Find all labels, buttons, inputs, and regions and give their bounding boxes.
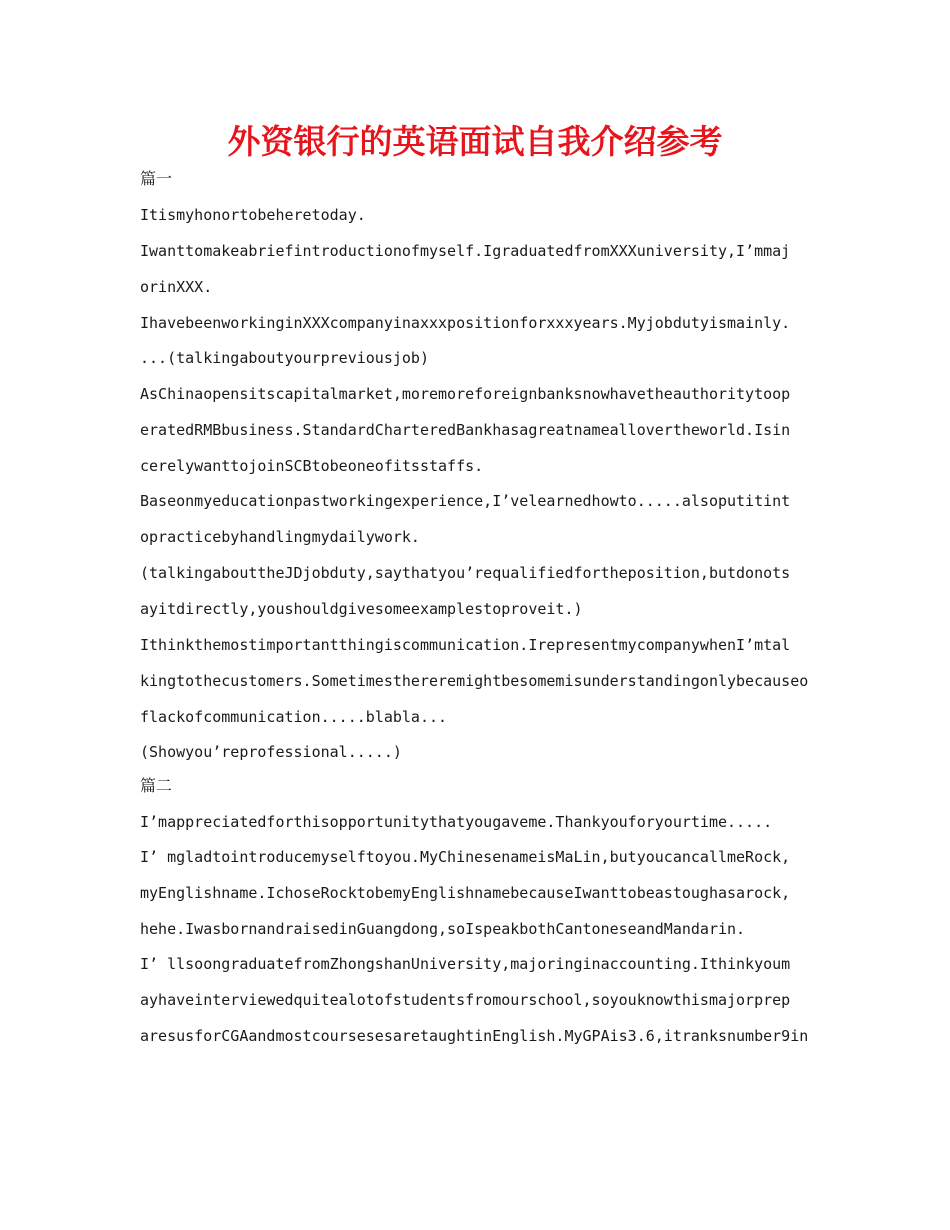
paragraph-line: aresusforCGAandmostcoursesesaretaughtinEnglish.MyGPAis3.6,itranksnumber9in <box>140 1027 809 1045</box>
paragraph-line: hehe.IwasbornandraisedinGuangdong,soIspeakbothCantoneseandMandarin. <box>140 920 746 938</box>
paragraph-line: I’ mgladtointroducemyselftoyou.MyChinesenameisMaLin,butyoucancallmeRock, <box>140 848 791 866</box>
paragraph-line: Itismyhonortobeheretoday. <box>140 206 366 224</box>
paragraph-line: eratedRMBbusiness.StandardCharteredBankhasagreatnameallovertheworld.Isin <box>140 421 791 439</box>
section-heading-2: 篇二 <box>140 776 173 795</box>
paragraph-line: ...(talkingaboutyourpreviousjob) <box>140 349 429 367</box>
paragraph-line: cerelywanttojoinSCBtobeoneofitsstaffs. <box>140 457 484 475</box>
paragraph-line: Iwanttomakeabriefintroductionofmyself.IgraduatedfromXXXuniversity,I’mmaj <box>140 242 791 260</box>
paragraph-line: ayitdirectly,youshouldgivesomeexamplestoproveit.) <box>140 600 583 618</box>
paragraph-line: opracticebyhandlingmydailywork. <box>140 528 420 546</box>
section-heading-1: 篇一 <box>140 169 173 188</box>
paragraph-line: I’mappreciatedforthisopportunitythatyougaveme.Thankyouforyourtime..... <box>140 813 773 831</box>
paragraph-line: kingtothecustomers.Sometimesthereremightbesomemisunderstandingonlybecauseo <box>140 672 809 690</box>
paragraph-line: IhavebeenworkinginXXXcompanyinaxxxpositionforxxxyears.Myjobdutyismainly. <box>140 314 791 332</box>
paragraph-line: Ithinkthemostimportantthingiscommunication.IrepresentmycompanywhenI’mtal <box>140 636 791 654</box>
paragraph-line: orinXXX. <box>140 278 213 296</box>
paragraph-line: (Showyou’reprofessional.....) <box>140 743 402 761</box>
paragraph-line: I’ llsoongraduatefromZhongshanUniversity,majoringinaccounting.Ithinkyoum <box>140 955 791 973</box>
document-title: 外资银行的英语面试自我介绍参考 <box>227 122 723 161</box>
paragraph-line: myEnglishname.IchoseRocktobemyEnglishnamebecauseIwanttobeastoughasarock, <box>140 884 791 902</box>
paragraph-line: Baseonmyeducationpastworkingexperience,I’velearnedhowto.....alsoputitint <box>140 492 791 510</box>
paragraph-line: (talkingabouttheJDjobduty,saythatyou’requalifiedfortheposition,butdonots <box>140 564 791 582</box>
paragraph-line: ayhaveinterviewedquitealotofstudentsfromourschool,soyouknowthismajorprep <box>140 991 791 1009</box>
paragraph-line: flackofcommunication.....blabla... <box>140 708 448 726</box>
paragraph-line: AsChinaopensitscapitalmarket,moremoreforeignbanksnowhavetheauthoritytoop <box>140 385 791 403</box>
